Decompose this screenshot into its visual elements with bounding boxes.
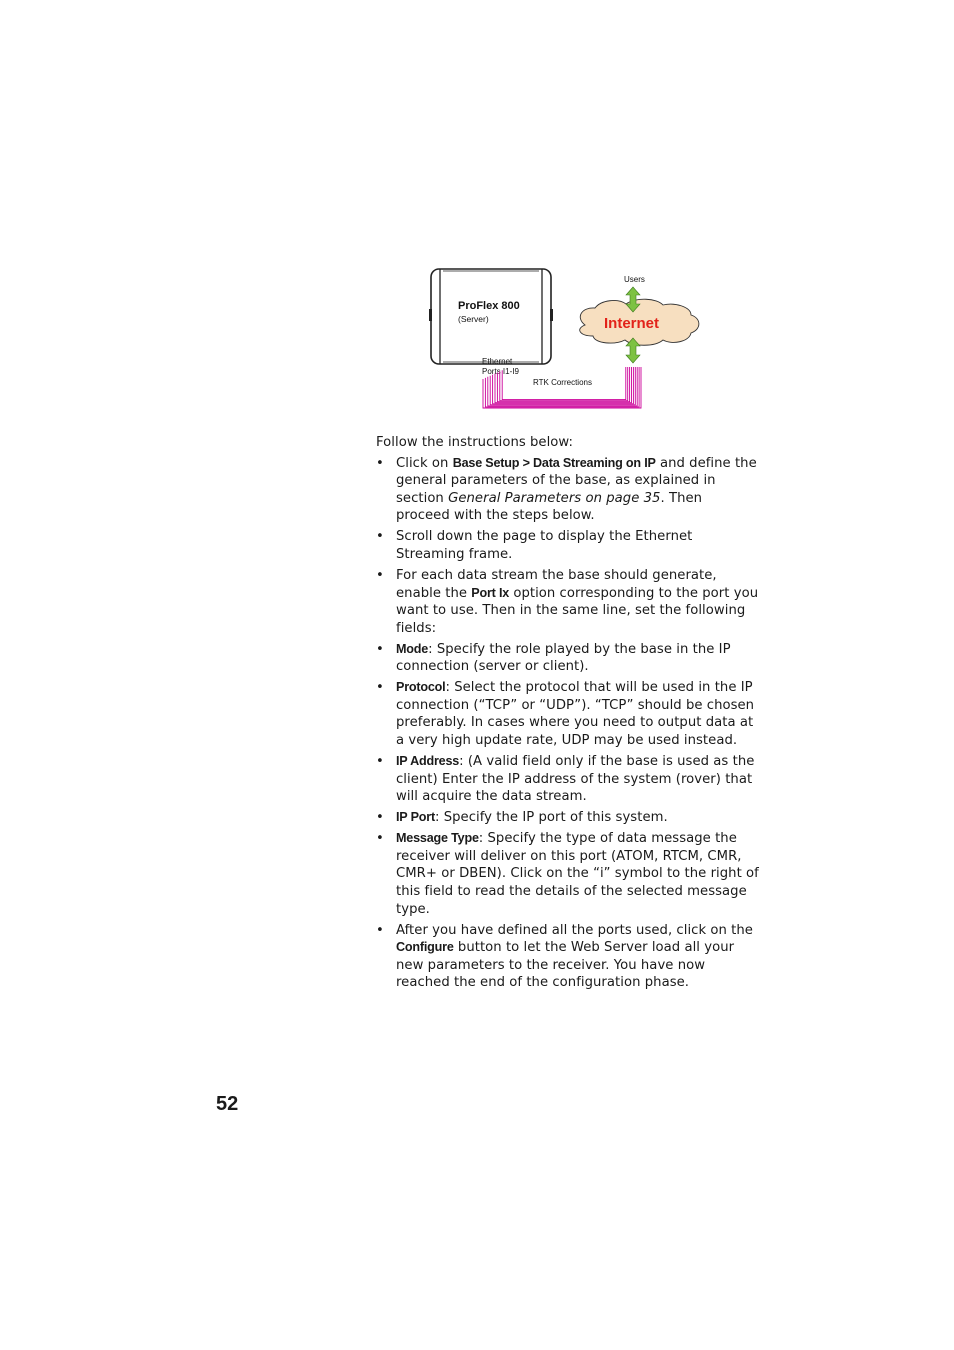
field-name: IP Address [396, 754, 460, 769]
step-text: and define the general parameters of the base, as explained in section [396, 455, 757, 506]
users-label: Users [624, 275, 645, 284]
list-item [376, 567, 760, 637]
list-item [376, 528, 760, 563]
internet-label: Internet [604, 315, 660, 332]
internet-cloud [580, 299, 699, 345]
step-text: : Specify the role played by the base in the IP connection (server or client). [396, 641, 731, 675]
step-text: : Select the protocol that will be used in the IP connection (“TCP” or “UDP”). “TCP” should be chosen preferably. In cases where you need to output data at a very high update rate, UDP may be used instead. [396, 680, 755, 749]
instructions-body [376, 434, 760, 995]
list-item [376, 753, 760, 806]
step-text: For each data stream the base should generate, enable the [396, 567, 717, 601]
rtk-corrections-label: RTK Corrections [533, 378, 592, 387]
step-text: . Then proceed with the steps below. [396, 490, 703, 524]
ethernet-ports-label: Ports I1-I9 [482, 367, 519, 376]
step-text: : Specify the IP port of this system. [434, 810, 668, 826]
server-role: (Server) [458, 314, 489, 324]
ethernet-label: Ethernet [482, 357, 513, 366]
field-name: IP Port [396, 810, 435, 825]
list-item [376, 922, 760, 992]
step-text: Scroll down the page to display the Ethernet Streaming frame. [396, 529, 693, 562]
menu-path: Base Setup > Data Streaming on IP [452, 455, 656, 470]
list-item [376, 679, 760, 749]
page-number: 52 [216, 1093, 239, 1115]
network-diagram [425, 262, 715, 417]
list-item [376, 455, 760, 525]
intro-text: Follow the instructions below: [376, 435, 574, 450]
field-name: Mode [396, 641, 429, 656]
step-text: button to let the Web Server load all your new parameters to the receiver. You have now reached the end of the configuration phase. [396, 940, 735, 991]
list-item [376, 809, 760, 827]
instruction-list [376, 455, 760, 992]
proflex-server-device [429, 269, 553, 364]
step-text: After you have defined all the ports used, click on the [396, 922, 753, 938]
list-item [376, 641, 760, 676]
field-name: Port Ix [471, 585, 510, 600]
section-reference: General Parameters on page 35 [448, 490, 661, 506]
button-name: Configure [396, 940, 454, 955]
step-text: Click on [396, 455, 453, 471]
list-item [376, 830, 760, 918]
step-text: : Specify the type of data message the receiver will deliver on this port (ATOM, RTCM, CMR, CMR+ or DBEN). Click on the “i” symbol to the right of this field to read the details of the selected message type. [396, 831, 759, 917]
field-name: Message Type [396, 831, 479, 846]
step-text: : (A valid field only if the base is used as the client) Enter the IP address of the system (rover) that will acquire the data stream. [396, 754, 755, 805]
step-text: option corresponding to the port you want to use. Then in the same line, set the following fields: [396, 585, 759, 636]
server-name: ProFlex 800 [458, 300, 520, 312]
field-name: Protocol [396, 680, 446, 695]
